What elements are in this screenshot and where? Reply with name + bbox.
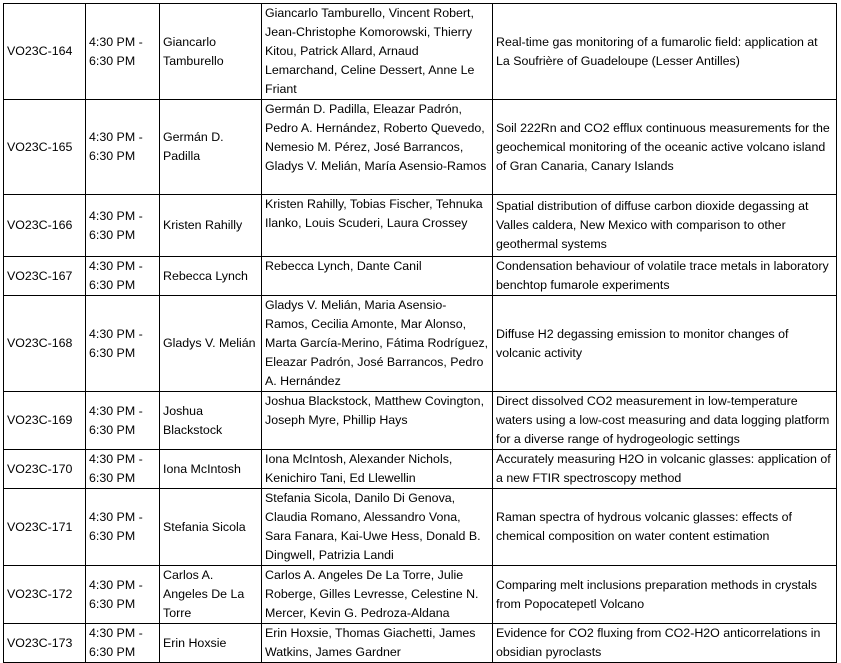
table-row <box>4 566 837 624</box>
abstract-id: VO23C-165 <box>4 100 86 195</box>
author-list: Erin Hoxsie, Thomas Giachetti, James Watkins, James Gardner <box>262 624 493 663</box>
abstract-title: Evidence for CO2 fluxing from CO2-H2O anticorrelations in obsidian pyroclasts <box>493 624 837 663</box>
table-row <box>4 195 837 257</box>
author-list: Rebecca Lynch, Dante Canil <box>262 257 493 296</box>
presenter-name: Stefania Sicola <box>160 489 262 566</box>
abstract-id: VO23C-170 <box>4 450 86 489</box>
presenter-name: Erin Hoxsie <box>160 624 262 663</box>
table-row <box>4 257 837 296</box>
table-row <box>4 392 837 450</box>
author-list: Germán D. Padilla, Eleazar Padrón, Pedro A. Hernández, Roberto Quevedo, Nemesio M. Pérez, José Barrancos, Gladys V. Melián, María Asensio-Ramos <box>262 100 493 195</box>
session-time: 4:30 PM - 6:30 PM <box>86 450 160 489</box>
session-time: 4:30 PM - 6:30 PM <box>86 489 160 566</box>
session-time: 4:30 PM - 6:30 PM <box>86 100 160 195</box>
abstract-id: VO23C-171 <box>4 489 86 566</box>
abstract-title: Soil 222Rn and CO2 efflux continuous measurements for the geochemical monitoring of the oceanic active volcano island of Gran Canaria, Canary Islands <box>493 100 837 195</box>
abstract-title: Condensation behaviour of volatile trace metals in laboratory benchtop fumarole experiments <box>493 257 837 296</box>
session-time: 4:30 PM - 6:30 PM <box>86 195 160 257</box>
abstract-id: VO23C-166 <box>4 195 86 257</box>
table-row <box>4 100 837 195</box>
abstract-title: Accurately measuring H2O in volcanic glasses: application of a new FTIR spectroscopy method <box>493 450 837 489</box>
abstract-title: Comparing melt inclusions preparation methods in crystals from Popocatepetl Volcano <box>493 566 837 624</box>
presenter-name: Iona McIntosh <box>160 450 262 489</box>
abstract-id: VO23C-172 <box>4 566 86 624</box>
abstract-title: Diffuse H2 degassing emission to monitor changes of volcanic activity <box>493 296 837 392</box>
abstract-id: VO23C-168 <box>4 296 86 392</box>
session-schedule-table <box>3 3 837 663</box>
session-time: 4:30 PM - 6:30 PM <box>86 4 160 100</box>
abstract-id: VO23C-173 <box>4 624 86 663</box>
presenter-name: Kristen Rahilly <box>160 195 262 257</box>
session-time: 4:30 PM - 6:30 PM <box>86 257 160 296</box>
abstract-id: VO23C-169 <box>4 392 86 450</box>
abstract-title: Raman spectra of hydrous volcanic glasses: effects of chemical composition on water content estimation <box>493 489 837 566</box>
abstract-title: Direct dissolved CO2 measurement in low-temperature waters using a low-cost measuring and data logging platform for a diverse range of hydrogeologic settings <box>493 392 837 450</box>
session-time: 4:30 PM - 6:30 PM <box>86 392 160 450</box>
abstract-title: Real-time gas monitoring of a fumarolic field: application at La Soufrière of Guadeloupe (Lesser Antilles) <box>493 4 837 100</box>
table-row <box>4 4 837 100</box>
presenter-name: Gladys V. Melián <box>160 296 262 392</box>
author-list: Kristen Rahilly, Tobias Fischer, Tehnuka Ilanko, Louis Scuderi, Laura Crossey <box>262 195 493 257</box>
table-row <box>4 296 837 392</box>
table-row <box>4 489 837 566</box>
presenter-name: Rebecca Lynch <box>160 257 262 296</box>
session-time: 4:30 PM - 6:30 PM <box>86 296 160 392</box>
author-list: Gladys V. Melián, Maria Asensio-Ramos, Cecilia Amonte, Mar Alonso, Marta García-Merino, Fátima Rodríguez, Eleazar Padrón, José Barrancos, Pedro A. Hernández <box>262 296 493 392</box>
author-list: Stefania Sicola, Danilo Di Genova, Claudia Romano, Alessandro Vona, Sara Fanara, Kai-Uwe Hess, Donald B. Dingwell, Patrizia Landi <box>262 489 493 566</box>
abstract-id: VO23C-167 <box>4 257 86 296</box>
session-time: 4:30 PM - 6:30 PM <box>86 566 160 624</box>
session-time: 4:30 PM - 6:30 PM <box>86 624 160 663</box>
author-list: Iona McIntosh, Alexander Nichols, Kenichiro Tani, Ed Llewellin <box>262 450 493 489</box>
abstract-title: Spatial distribution of diffuse carbon dioxide degassing at Valles caldera, New Mexico with comparison to other geothermal systems <box>493 195 837 257</box>
presenter-name: Giancarlo Tamburello <box>160 4 262 100</box>
table-row <box>4 450 837 489</box>
author-list: Carlos A. Angeles De La Torre, Julie Roberge, Gilles Levresse, Celestine N. Mercer, Kevin G. Pedroza-Aldana <box>262 566 493 624</box>
presenter-name: Joshua Blackstock <box>160 392 262 450</box>
abstract-id: VO23C-164 <box>4 4 86 100</box>
table-row <box>4 624 837 663</box>
presenter-name: Carlos A. Angeles De La Torre <box>160 566 262 624</box>
author-list: Giancarlo Tamburello, Vincent Robert, Jean-Christophe Komorowski, Thierry Kitou, Patrick Allard, Arnaud Lemarchand, Celine Dessert, Anne Le Friant <box>262 4 493 100</box>
author-list: Joshua Blackstock, Matthew Covington, Joseph Myre, Phillip Hays <box>262 392 493 450</box>
presenter-name: Germán D. Padilla <box>160 100 262 195</box>
